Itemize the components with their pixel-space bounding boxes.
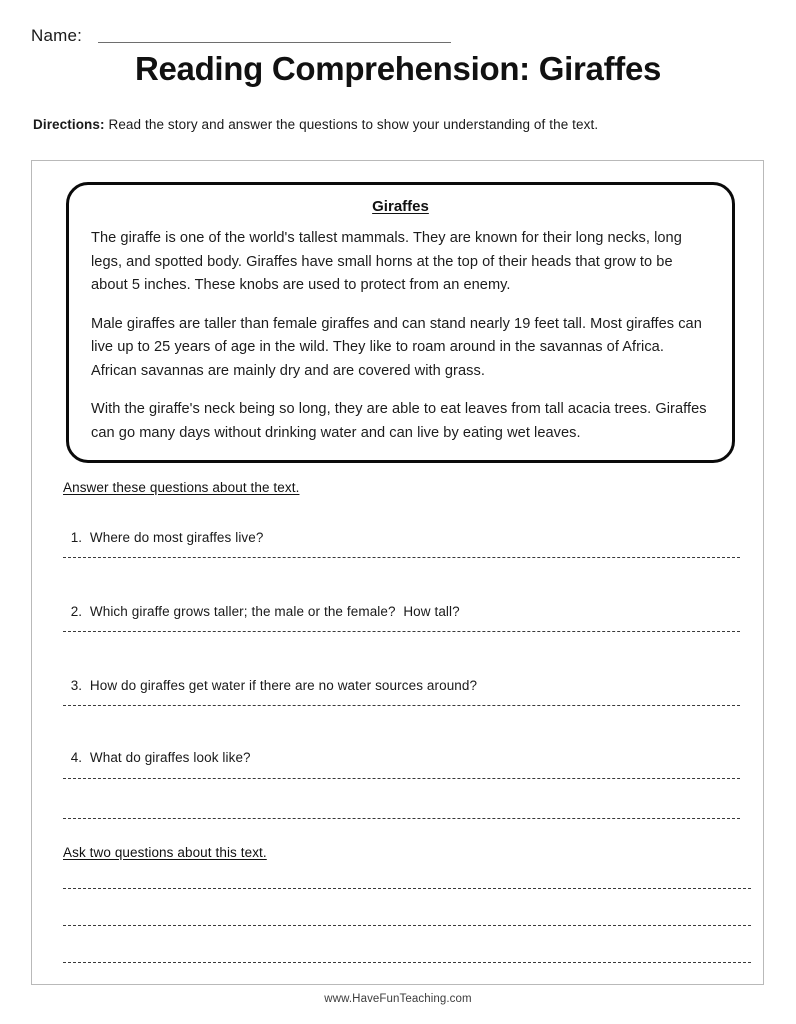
footer-website: www.HaveFunTeaching.com	[324, 993, 472, 1005]
question-text: Which giraffe grows taller; the male or the female? How tall?	[89, 604, 460, 619]
directions	[33, 117, 763, 132]
story-paragraph: The giraffe is one of the world's tallest mammals. They are known for their long necks, long legs, and spotted body. Giraffes have small horns at the top of their heads that grow to be about 5 inches. These knobs are used to protect from an enemy.	[91, 230, 682, 293]
answer-line[interactable]	[63, 631, 740, 632]
directions-label: Directions:	[33, 117, 105, 132]
ask-answer-line[interactable]	[63, 962, 751, 963]
answer-line[interactable]	[63, 705, 740, 706]
name-input-line[interactable]	[98, 42, 451, 43]
story-paragraph: With the giraffe's neck being so long, they are able to eat leaves from tall acacia trees. Giraffes can go many days without drinking water and can live by eating wet leaves.	[91, 401, 707, 441]
question-text: Where do most giraffes live?	[89, 530, 264, 545]
question-item	[63, 589, 753, 619]
story-paragraph: Male giraffes are taller than female giraffes and can stand nearly 19 feet tall. Most giraffes can live up to 25 years of age in the wild. They like to roam around in the savannas of Africa. African savannas are mainly dry and are covered with grass.	[91, 315, 702, 379]
ask-answer-line[interactable]	[63, 888, 751, 889]
question-item	[63, 663, 753, 693]
question-item	[63, 515, 753, 545]
name-row	[31, 20, 451, 46]
ask-questions-heading: Ask two questions about this text.	[63, 845, 267, 860]
footer-divider	[31, 984, 764, 985]
question-number: 2.	[70, 604, 83, 619]
answer-questions-heading: Answer these questions about the text.	[63, 480, 300, 495]
question-item	[63, 735, 753, 765]
ask-answer-line[interactable]	[63, 925, 751, 926]
question-text: What do giraffes look like?	[89, 750, 251, 765]
answer-line[interactable]	[63, 818, 740, 819]
directions-text: Read the story and answer the questions to show your understanding of the text.	[104, 117, 599, 132]
question-number: 4.	[70, 750, 83, 765]
question-number: 1.	[70, 530, 83, 545]
story-title: Giraffes	[372, 198, 429, 215]
answer-line[interactable]	[63, 778, 740, 779]
question-number: 3.	[70, 678, 83, 693]
page-title: Reading Comprehension: Giraffes	[134, 50, 662, 87]
name-label: Name:	[31, 26, 83, 45]
story-box	[66, 182, 735, 463]
question-text: How do giraffes get water if there are no water sources around?	[89, 678, 478, 693]
answer-line[interactable]	[63, 557, 740, 558]
